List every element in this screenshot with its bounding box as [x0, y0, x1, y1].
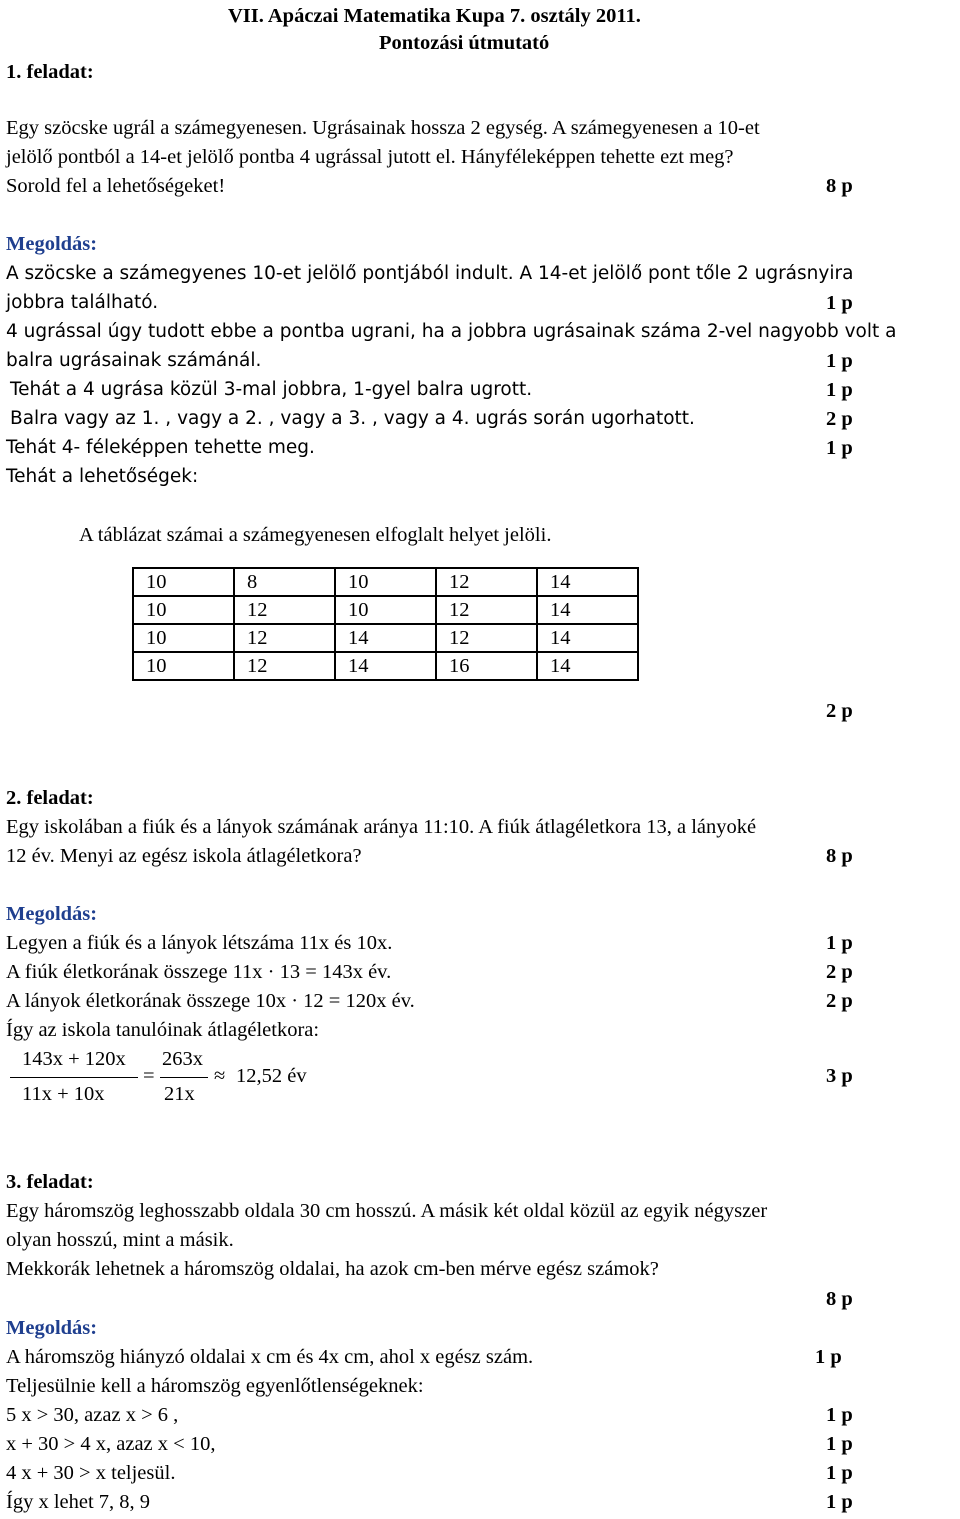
task3-heading: 3. feladat:: [6, 1171, 94, 1193]
task3-line-points: 1 p: [815, 1346, 842, 1368]
task3-line-points: 1 p: [826, 1491, 853, 1513]
task3-solution-line: x + 30 > 4 x, azaz x < 10,: [6, 1433, 216, 1455]
task1-problem-line: Sorold fel a lehetőségeket!: [6, 175, 226, 197]
task1-line-points: 2 p: [826, 408, 853, 430]
table-cell: 12: [234, 624, 335, 652]
formula-points: 3 p: [826, 1065, 853, 1087]
table-cell: 10: [133, 568, 234, 596]
task1-problem-line: jelölő pontból a 14-et jelölő pontba 4 ugrással jutott el. Hányféleképpen tehette ezt meg?: [6, 146, 734, 168]
task3-line-points: 1 p: [826, 1404, 853, 1426]
table-points: 2 p: [826, 700, 853, 722]
fraction-bar-2: [160, 1077, 208, 1078]
possibilities-table: [132, 567, 639, 681]
task1-solution-line: jobbra található.: [6, 292, 159, 313]
task1-heading: 1. feladat:: [6, 61, 94, 83]
task3-solution-label: Megoldás:: [6, 1317, 98, 1339]
task3-solution-line: Teljesülnie kell a háromszög egyenlőtlenségeknek:: [6, 1375, 424, 1397]
table-cell: 14: [537, 596, 638, 624]
task1-solution-line: Tehát a lehetőségek:: [6, 466, 199, 487]
task3-solution-line: Így x lehet 7, 8, 9: [6, 1491, 151, 1513]
task2-line-points: 1 p: [826, 932, 853, 954]
task2-solution-label: Megoldás:: [6, 903, 98, 925]
task3-problem-line: Mekkorák lehetnek a háromszög oldalai, ha azok cm-ben mérve egész számok?: [6, 1258, 659, 1280]
task2-solution-line: A lányok életkorának összege 10x · 12 = 120x év.: [6, 990, 415, 1012]
table-row: [133, 652, 638, 680]
task3-solution-line: 5 x > 30, azaz x > 6 ,: [6, 1404, 179, 1426]
task1-solution-line: A szöcske a számegyenes 10-et jelölő pontjából indult. A 14-et jelölő pont tőle 2 ugrásnyira: [6, 263, 854, 284]
table-cell: 14: [335, 652, 436, 680]
table-cell: 10: [133, 652, 234, 680]
task1-line-points: 1 p: [826, 379, 853, 401]
task2-solution-line: A fiúk életkorának összege 11x · 13 = 143x év.: [6, 961, 392, 983]
table-cell: 14: [537, 624, 638, 652]
table-cell: 16: [436, 652, 537, 680]
task1-total-points: 8 p: [826, 175, 853, 197]
task3-total-points: 8 p: [826, 1288, 853, 1310]
task2-solution-line: Legyen a fiúk és a lányok létszáma 11x és 10x.: [6, 932, 393, 954]
task2-line-points: 2 p: [826, 990, 853, 1012]
task1-problem-line: Egy szöcske ugrál a számegyenesen. Ugrásainak hossza 2 egység. A számegyenesen a 10-et: [6, 117, 760, 139]
table-cell: 12: [436, 568, 537, 596]
table-cell: 12: [436, 596, 537, 624]
task2-total-points: 8 p: [826, 845, 853, 867]
table-caption: A táblázat számai a számegyenesen elfoglalt helyet jelöli.: [79, 524, 552, 546]
task3-problem-line: Egy háromszög leghosszabb oldala 30 cm hosszú. A másik két oldal közül az egyik négyszer: [6, 1200, 768, 1222]
table-row: [133, 596, 638, 624]
task2-heading: 2. feladat:: [6, 787, 94, 809]
task3-line-points: 1 p: [826, 1462, 853, 1484]
task2-problem-line: 12 év. Menyi az egész iskola átlagéletkora?: [6, 845, 362, 867]
table-cell: 14: [335, 624, 436, 652]
table-row: [133, 624, 638, 652]
document-title: VII. Apáczai Matematika Kupa 7. osztály 2011.: [228, 5, 641, 27]
task2-solution-line: Így az iskola tanulóinak átlagéletkora:: [6, 1019, 320, 1041]
task1-line-points: 1 p: [826, 292, 853, 314]
document-subtitle: Pontozási útmutató: [379, 32, 550, 54]
formula-numerator-1: 143x + 120x: [22, 1048, 126, 1070]
task3-problem-line: olyan hosszú, mint a másik.: [6, 1229, 234, 1251]
table-cell: 10: [133, 624, 234, 652]
fraction-bar-1: [10, 1077, 138, 1078]
table-cell: 12: [436, 624, 537, 652]
formula-denominator-1: 11x + 10x: [22, 1083, 105, 1105]
formula-result: 12,52 év: [236, 1065, 307, 1087]
formula-approx: ≈: [214, 1065, 226, 1087]
table-cell: 12: [234, 652, 335, 680]
task1-solution-line: 4 ugrással úgy tudott ebbe a pontba ugrani, ha a jobbra ugrásainak száma 2-vel nagyobb volt a: [6, 321, 897, 342]
formula-equals: =: [143, 1065, 155, 1087]
task1-line-points: 1 p: [826, 437, 853, 459]
task2-line-points: 2 p: [826, 961, 853, 983]
task3-solution-line: A háromszög hiányzó oldalai x cm és 4x cm, ahol x egész szám.: [6, 1346, 534, 1368]
table-cell: 12: [234, 596, 335, 624]
task1-solution-line: balra ugrásainak számánál.: [6, 350, 262, 371]
table-cell: 10: [133, 596, 234, 624]
task1-solution-line: Tehát 4- féleképpen tehette meg.: [6, 437, 315, 458]
task1-line-points: 1 p: [826, 350, 853, 372]
table-cell: 14: [537, 568, 638, 596]
formula-denominator-2: 21x: [164, 1083, 195, 1105]
task1-solution-line: Tehát a 4 ugrása közül 3-mal jobbra, 1-gyel balra ugrott.: [10, 379, 533, 400]
table-cell: 8: [234, 568, 335, 596]
task1-solution-line: Balra vagy az 1. , vagy a 2. , vagy a 3. , vagy a 4. ugrás során ugorhatott.: [10, 408, 695, 429]
task3-line-points: 1 p: [826, 1433, 853, 1455]
task2-problem-line: Egy iskolában a fiúk és a lányok számának aránya 11:10. A fiúk átlagéletkora 13, a lányoké: [6, 816, 757, 838]
table-row: [133, 568, 638, 596]
task1-solution-label: Megoldás:: [6, 233, 98, 255]
table-cell: 14: [537, 652, 638, 680]
task3-solution-line: 4 x + 30 > x teljesül.: [6, 1462, 176, 1484]
table-cell: 10: [335, 568, 436, 596]
formula-numerator-2: 263x: [162, 1048, 203, 1070]
table-cell: 10: [335, 596, 436, 624]
